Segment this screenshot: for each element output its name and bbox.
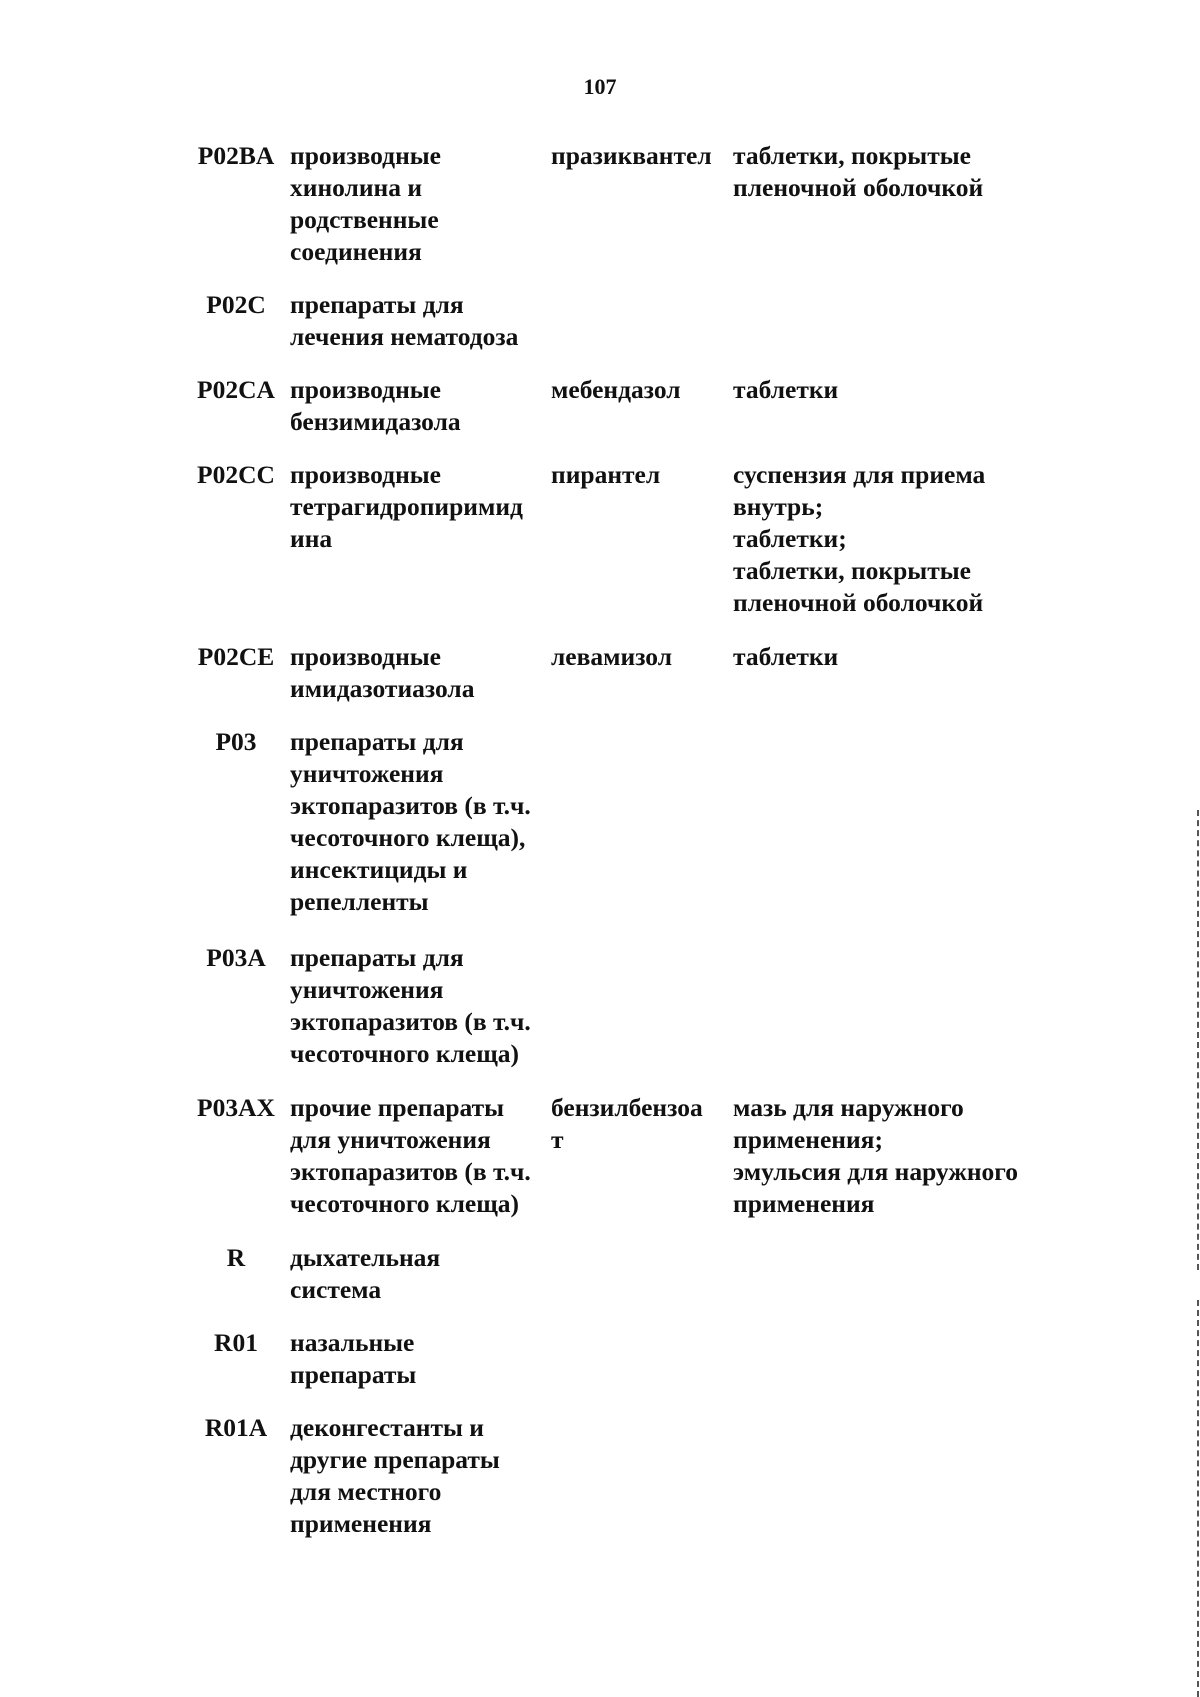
drug-name: пирантел xyxy=(551,460,661,489)
scan-edge-mark xyxy=(1196,1300,1199,1697)
atc-code: P03 xyxy=(215,727,257,756)
atc-code: P02C xyxy=(206,290,266,319)
atc-code: R01A xyxy=(204,1413,268,1442)
drug-name: левамизол xyxy=(551,642,673,671)
atc-code: P02CE xyxy=(197,642,275,671)
atc-group-name: деконгестанты и другие препараты для местного применения xyxy=(290,1413,500,1538)
dosage-form: мазь для наружного применения; эмульсия для наружного применения xyxy=(733,1093,1018,1218)
atc-group-name: производные бензимидазола xyxy=(290,375,461,436)
atc-group-name: производные хинолина и родственные соединения xyxy=(290,141,441,266)
atc-code: R01 xyxy=(214,1328,258,1357)
atc-group-name: производные имидазотиазола xyxy=(290,642,475,703)
dosage-form: таблетки xyxy=(733,642,839,671)
atc-code: R xyxy=(226,1243,246,1272)
atc-group-name: прочие препараты для уничтожения эктопаразитов (в т.ч. чесоточного клеща) xyxy=(290,1093,531,1218)
atc-group-name: препараты для уничтожения эктопаразитов (в т.ч. чесоточного клеща), инсектициды и репелленты xyxy=(290,727,531,916)
dosage-form: таблетки xyxy=(733,375,839,404)
atc-code: P02BA xyxy=(197,141,275,170)
atc-group-name: препараты для уничтожения эктопаразитов (в т.ч. чесоточного клеща) xyxy=(290,943,531,1068)
scan-edge-mark xyxy=(1196,810,1199,1270)
atc-code: P02CA xyxy=(197,375,275,404)
dosage-form: таблетки, покрытые пленочной оболочкой xyxy=(733,141,984,202)
page-number: 107 xyxy=(583,74,617,99)
atc-code: P02CC xyxy=(197,460,275,489)
drug-name: празиквантел xyxy=(551,141,712,170)
atc-code: P03A xyxy=(206,943,266,972)
atc-group-name: дыхательная система xyxy=(290,1243,441,1304)
atc-group-name: препараты для лечения нематодоза xyxy=(290,290,519,351)
dosage-form: суспензия для приема внутрь; таблетки; таблетки, покрытые пленочной оболочкой xyxy=(733,460,986,617)
drug-name: мебендазол xyxy=(551,375,681,404)
atc-group-name: назальные препараты xyxy=(290,1328,417,1389)
drug-name: бензилбензоа т xyxy=(551,1093,703,1154)
atc-code: P03AX xyxy=(197,1093,275,1122)
atc-group-name: производные тетрагидропиримид ина xyxy=(290,460,523,553)
